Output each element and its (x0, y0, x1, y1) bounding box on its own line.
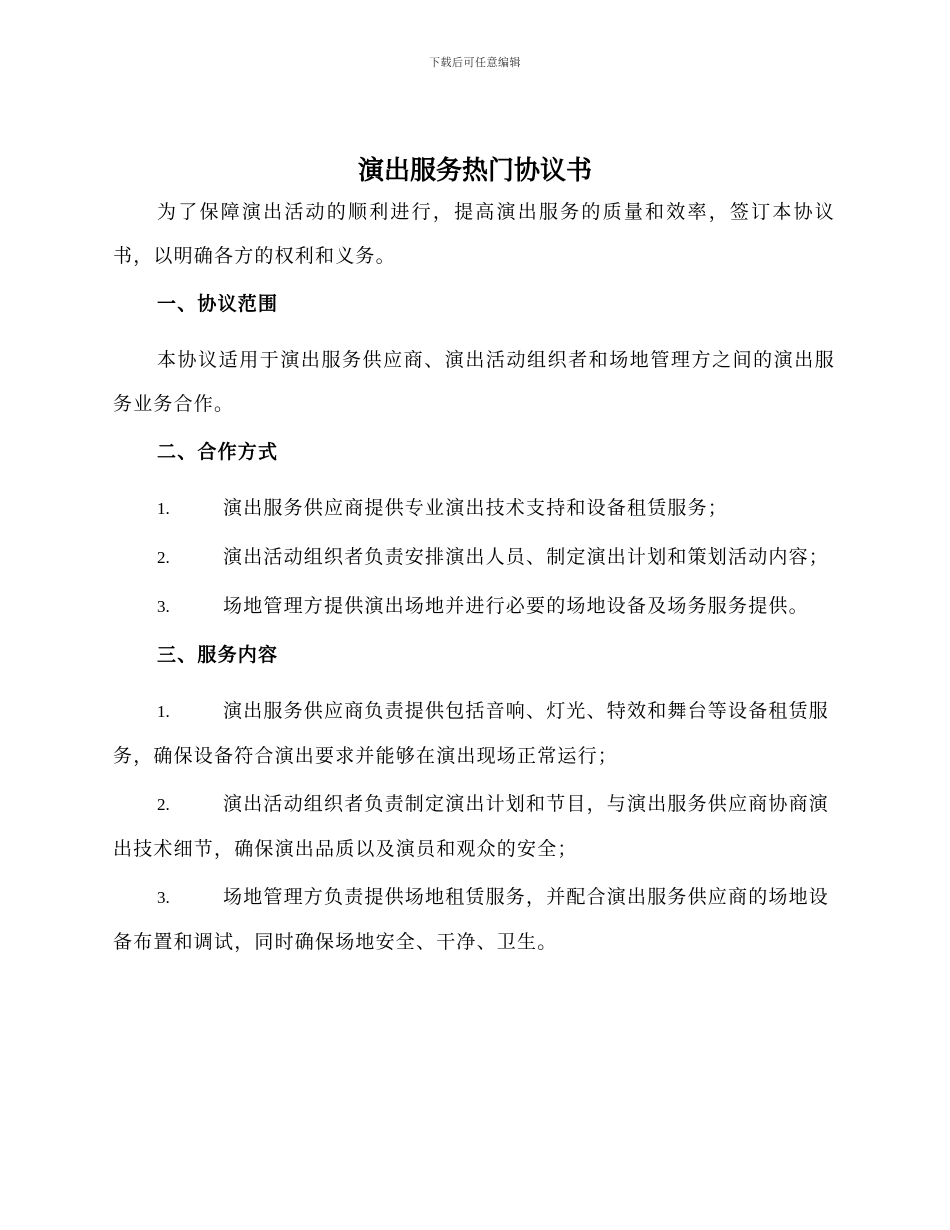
document-body (113, 190, 835, 968)
intro-paragraph: 为了保障演出活动的顺利进行，提高演出服务的质量和效率，签订本协议书，以明确各方的权利和义务。 (113, 201, 835, 267)
list-item-number: 3. (157, 888, 170, 907)
list-item-text: 演出服务供应商负责提供包括音响、灯光、特效和舞台等设备租赁服务，确保设备符合演出要求并能够在演出现场正常运行； (113, 700, 830, 767)
list-item-number: 1. (157, 499, 170, 518)
list-item-text: 演出服务供应商提供专业演出技术支持和设备租赁服务； (223, 497, 729, 519)
list-item (113, 584, 835, 629)
list-item (113, 535, 835, 580)
list-item (113, 782, 835, 871)
list-item-text: 场地管理方提供演出场地并进行必要的场地设备及场务服务提供。 (223, 595, 809, 617)
list-item-text: 场地管理方负责提供场地租赁服务，并配合演出服务供应商的场地设备布置和调试，同时确保场地安全、干净、卫生。 (113, 886, 830, 953)
list-item (113, 689, 835, 778)
list-item-text: 演出活动组织者负责制定演出计划和节目，与演出服务供应商协商演出技术细节，确保演出品质以及演员和观众的安全； (113, 793, 830, 860)
list-item-number: 3. (157, 597, 170, 616)
document-title: 演出服务热门协议书 (357, 156, 592, 186)
section-heading-cooperation: 二、合作方式 (157, 441, 279, 463)
list-item (113, 875, 835, 964)
section-heading-scope: 一、协议范围 (157, 293, 279, 315)
list-item (113, 486, 835, 531)
list-item-number: 1. (157, 702, 170, 721)
section-heading-services: 三、服务内容 (157, 644, 279, 666)
scope-paragraph: 本协议适用于演出服务供应商、演出活动组织者和场地管理方之间的演出服务业务合作。 (113, 349, 835, 415)
list-item-number: 2. (157, 795, 170, 814)
page-header-note: 下载后可任意编辑 (429, 56, 521, 69)
list-item-text: 演出活动组织者负责安排演出人员、制定演出计划和策划活动内容； (223, 546, 830, 568)
list-item-number: 2. (157, 548, 170, 567)
